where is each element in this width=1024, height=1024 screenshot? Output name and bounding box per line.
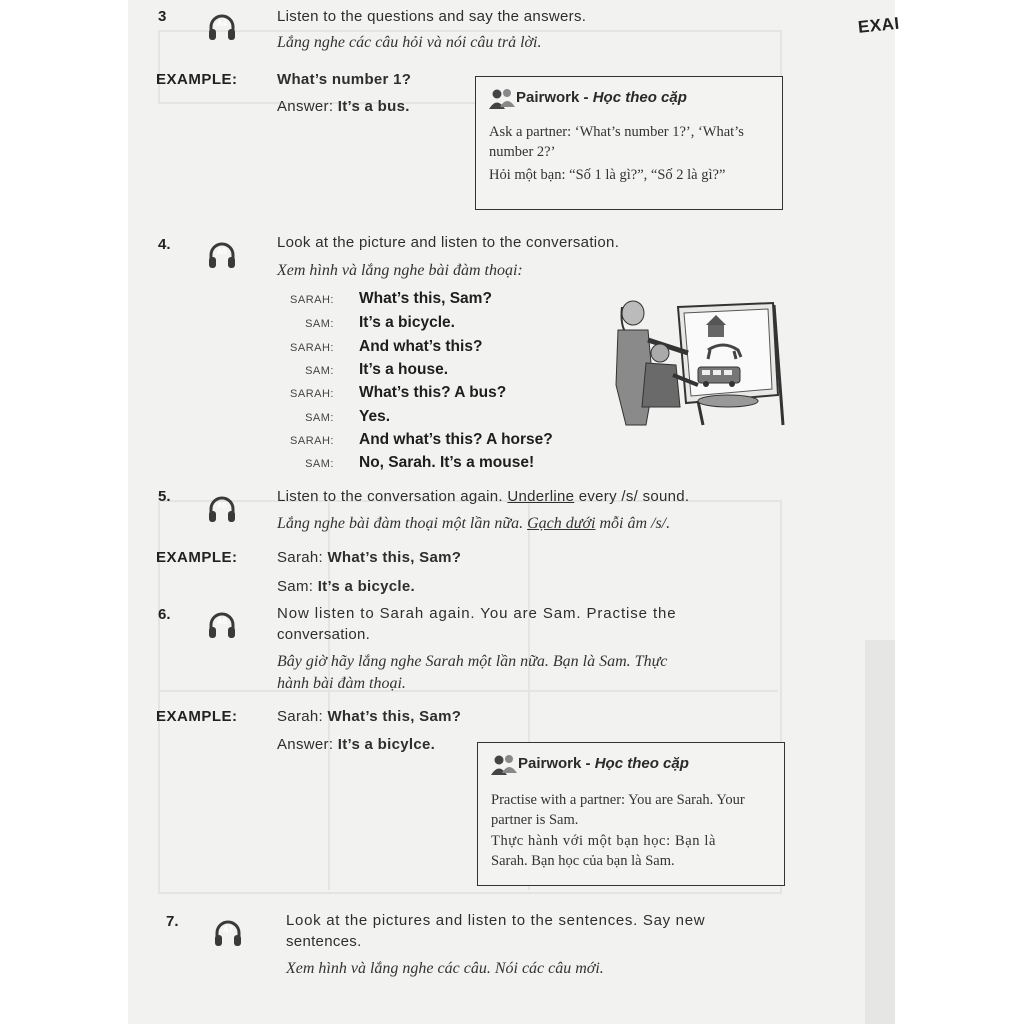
- example-text: What’s this, Sam?: [327, 549, 462, 566]
- example-label: EXAMPLE:: [156, 549, 238, 566]
- pairwork-people-icon: [489, 88, 515, 110]
- pairwork-title-vi: Học theo cặp: [594, 755, 689, 772]
- headphones-icon: [207, 494, 237, 524]
- instruction: sentences.: [286, 933, 362, 950]
- pairwork-body-en: Practise with a partner: You are Sarah. Your: [491, 792, 745, 808]
- instruction-vi: Xem hình và lắng nghe các câu. Nói các câu mới.: [286, 960, 604, 977]
- pairwork-body-vi: Thực hành với một bạn học: Bạn là: [491, 833, 716, 849]
- speaker: SARAH:: [290, 294, 334, 306]
- headphones-icon: [207, 12, 237, 42]
- page-curl-shadow: [865, 640, 895, 1024]
- example-line: [277, 578, 415, 595]
- answer-prefix: Answer:: [277, 98, 338, 115]
- dialogue-line: What’s this, Sam?: [359, 290, 492, 307]
- pairwork-body-vi: Sarah. Bạn học của bạn là Sam.: [491, 853, 675, 869]
- headphones-icon: [213, 918, 243, 948]
- instruction: Look at the pictures and listen to the sentences. Say new: [286, 912, 706, 929]
- pairwork-title: [518, 755, 689, 772]
- example-prefix: Sam:: [277, 578, 318, 595]
- example-text: It’s a bicylce.: [337, 736, 436, 753]
- instruction-part: every /s/ sound.: [574, 488, 690, 505]
- dialogue-line: No, Sarah. It’s a mouse!: [359, 454, 535, 471]
- example-label: EXAMPLE:: [156, 71, 238, 88]
- headphones-icon: [207, 610, 237, 640]
- track-label: A5: [216, 501, 228, 510]
- speaker: SARAH:: [290, 435, 334, 447]
- speaker: SAM:: [305, 458, 334, 470]
- instruction-vi-underline: Gạch dưới: [527, 515, 596, 532]
- instruction-vi: Xem hình và lắng nghe bài đàm thoại:: [277, 262, 523, 279]
- instruction: Listen to the questions and say the answers.: [277, 8, 587, 25]
- pairwork-body-en: partner is Sam.: [491, 812, 579, 828]
- instruction-part: Listen to the conversation again.: [277, 488, 508, 505]
- example-text: What’s this, Sam?: [327, 708, 462, 725]
- instruction-vi: Bây giờ hãy lắng nghe Sarah một lần nữa. Bạn là Sam. Thực: [277, 653, 668, 670]
- speaker: SAM:: [305, 412, 334, 424]
- pairwork-body-en: Ask a partner: ‘What’s number 1?’, ‘What’s number 2?’: [489, 124, 744, 160]
- pairwork-title-en: Pairwork -: [516, 89, 593, 106]
- pairwork-title: [516, 89, 687, 106]
- dialogue-line: What’s this? A bus?: [359, 384, 507, 401]
- instruction: Now listen to Sarah again. You are Sam. Practise the: [277, 605, 677, 622]
- pairwork-title-en: Pairwork -: [518, 755, 595, 772]
- example-label: EXAMPLE:: [156, 708, 238, 725]
- exercise-number: 3: [158, 8, 167, 25]
- example-question: What’s number 1?: [277, 71, 412, 88]
- example-line: [277, 549, 461, 566]
- instruction-underline: Underline: [507, 488, 575, 505]
- exercise-number: 6.: [158, 606, 171, 623]
- pairwork-box: [477, 742, 785, 886]
- track-label: A6: [216, 617, 228, 626]
- track-label: A7: [222, 925, 234, 934]
- track-label: A5: [216, 247, 228, 256]
- dialogue-line: It’s a bicycle.: [359, 314, 455, 331]
- exercise-number: 5.: [158, 488, 171, 505]
- section-tab: EXAI: [857, 13, 901, 37]
- exercise-number: 7.: [166, 913, 179, 930]
- dialogue-line: Yes.: [359, 408, 391, 425]
- example-prefix: Sarah:: [277, 708, 328, 725]
- bleed-through-line: [158, 690, 778, 692]
- instruction-vi: Lắng nghe các câu hỏi và nói câu trả lời.: [277, 34, 542, 51]
- pairwork-body-vi: Hỏi một bạn: “Số 1 là gì?”, “Số 2 là gì?”: [489, 167, 726, 183]
- dialogue-line: And what’s this?: [359, 338, 483, 355]
- instruction: conversation.: [277, 626, 371, 643]
- pairwork-title-vi: Học theo cặp: [592, 89, 687, 106]
- instruction: [277, 488, 689, 505]
- dialogue-line: It’s a house.: [359, 361, 449, 378]
- exercise-number: 4.: [158, 236, 171, 253]
- headphones-icon: [207, 240, 237, 270]
- classroom-illustration: [598, 295, 788, 430]
- answer-text: It’s a bus.: [337, 98, 410, 115]
- dialogue-line: And what’s this? A horse?: [359, 431, 553, 448]
- instruction-vi: [277, 515, 670, 533]
- example-answer: [277, 98, 410, 115]
- example-line: [277, 736, 435, 753]
- instruction-vi-part: Lắng nghe bài đàm thoại một lần nữa.: [277, 515, 528, 532]
- speaker: SARAH:: [290, 388, 334, 400]
- speaker: SARAH:: [290, 342, 334, 354]
- instruction-vi: hành bài đàm thoại.: [277, 675, 406, 692]
- speaker: SAM:: [305, 318, 334, 330]
- instruction: Look at the picture and listen to the conversation.: [277, 234, 620, 251]
- pairwork-people-icon: [491, 754, 517, 776]
- example-prefix: Answer:: [277, 736, 338, 753]
- example-text: It’s a bicycle.: [317, 578, 416, 595]
- instruction-vi-part: mỗi âm /s/.: [595, 515, 671, 532]
- pairwork-box: [475, 76, 783, 210]
- example-prefix: Sarah:: [277, 549, 328, 566]
- speaker: SAM:: [305, 365, 334, 377]
- example-line: [277, 708, 461, 725]
- track-label: A4: [216, 19, 228, 28]
